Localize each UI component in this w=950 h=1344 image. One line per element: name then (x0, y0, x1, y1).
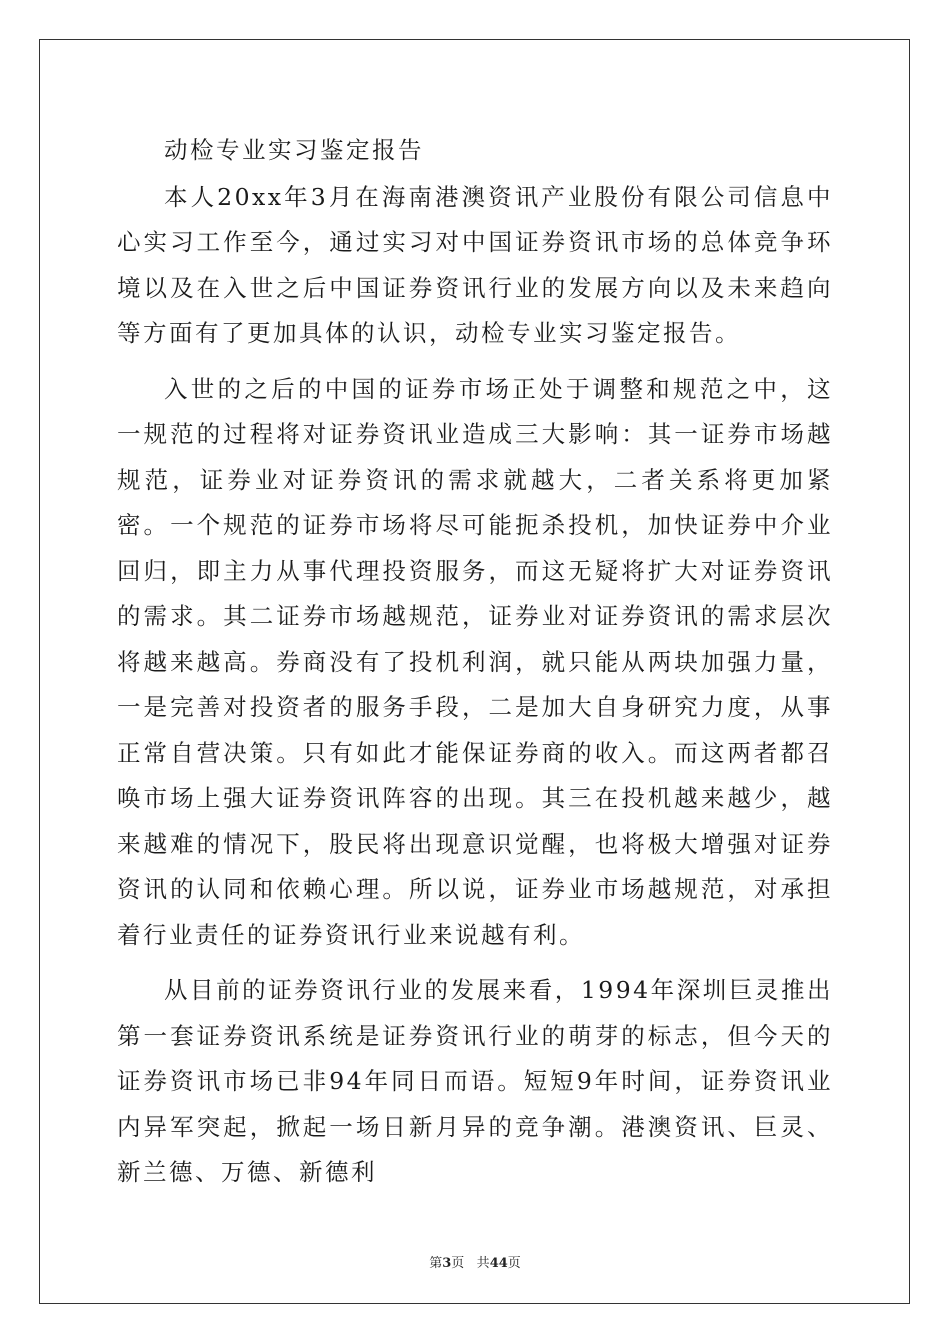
footer-prefix: 第 (429, 1256, 443, 1271)
document-body (117, 128, 833, 1206)
document-title: 动检专业实习鉴定报告 (164, 136, 424, 164)
footer-total-suffix: 页 (507, 1256, 521, 1271)
paragraph-1: 本人20xx年3月在海南港澳资讯产业股份有限公司信息中心实习工作至今，通过实习对中国证券资讯市场的总体竞争环境以及在入世之后中国证券资讯行业的发展方向以及未来趋向等方面有了更加具体的认识，动检专业实习鉴定报告。 (117, 182, 833, 347)
page-footer (0, 1252, 950, 1271)
page-number: 3 (442, 1256, 452, 1271)
paragraph-3: 从目前的证券资讯行业的发展来看，1994年深圳巨灵推出第一套证券资讯系统是证券资讯行业的萌芽的标志，但今天的证券资讯市场已非94年同日而语。短短9年时间，证券资讯业内异军突起，掀起一场日新月异的竞争潮。港澳资讯、巨灵、新兰德、万德、新德利 (117, 976, 833, 1186)
total-pages: 44 (489, 1256, 508, 1271)
footer-total-prefix: 共 (476, 1256, 490, 1271)
footer-page-suffix: 页 (451, 1256, 465, 1271)
paragraph-2: 入世的之后的中国的证券市场正处于调整和规范之中，这一规范的过程将对证券资讯业造成三大影响：其一证券市场越规范，证券业对证券资讯的需求就越大，二者关系将更加紧密。一个规范的证券市场将尽可能扼杀投机，加快证券中介业回归，即主力从事代理投资服务，而这无疑将扩大对证券资讯的需求。其二证券市场越规范，证券业对证券资讯的需求层次将越来越高。券商没有了投机利润，就只能从两块加强力量，一是完善对投资者的服务手段，二是加大自身研究力度，从事正常自营决策。只有如此才能保证券商的收入。而这两者都召唤市场上强大证券资讯阵容的出现。其三在投机越来越少，越来越难的情况下，股民将出现意识觉醒，也将极大增强对证券资讯的认同和依赖心理。所以说，证券业市场越规范，对承担着行业责任的证券资讯行业来说越有利。 (117, 374, 833, 949)
